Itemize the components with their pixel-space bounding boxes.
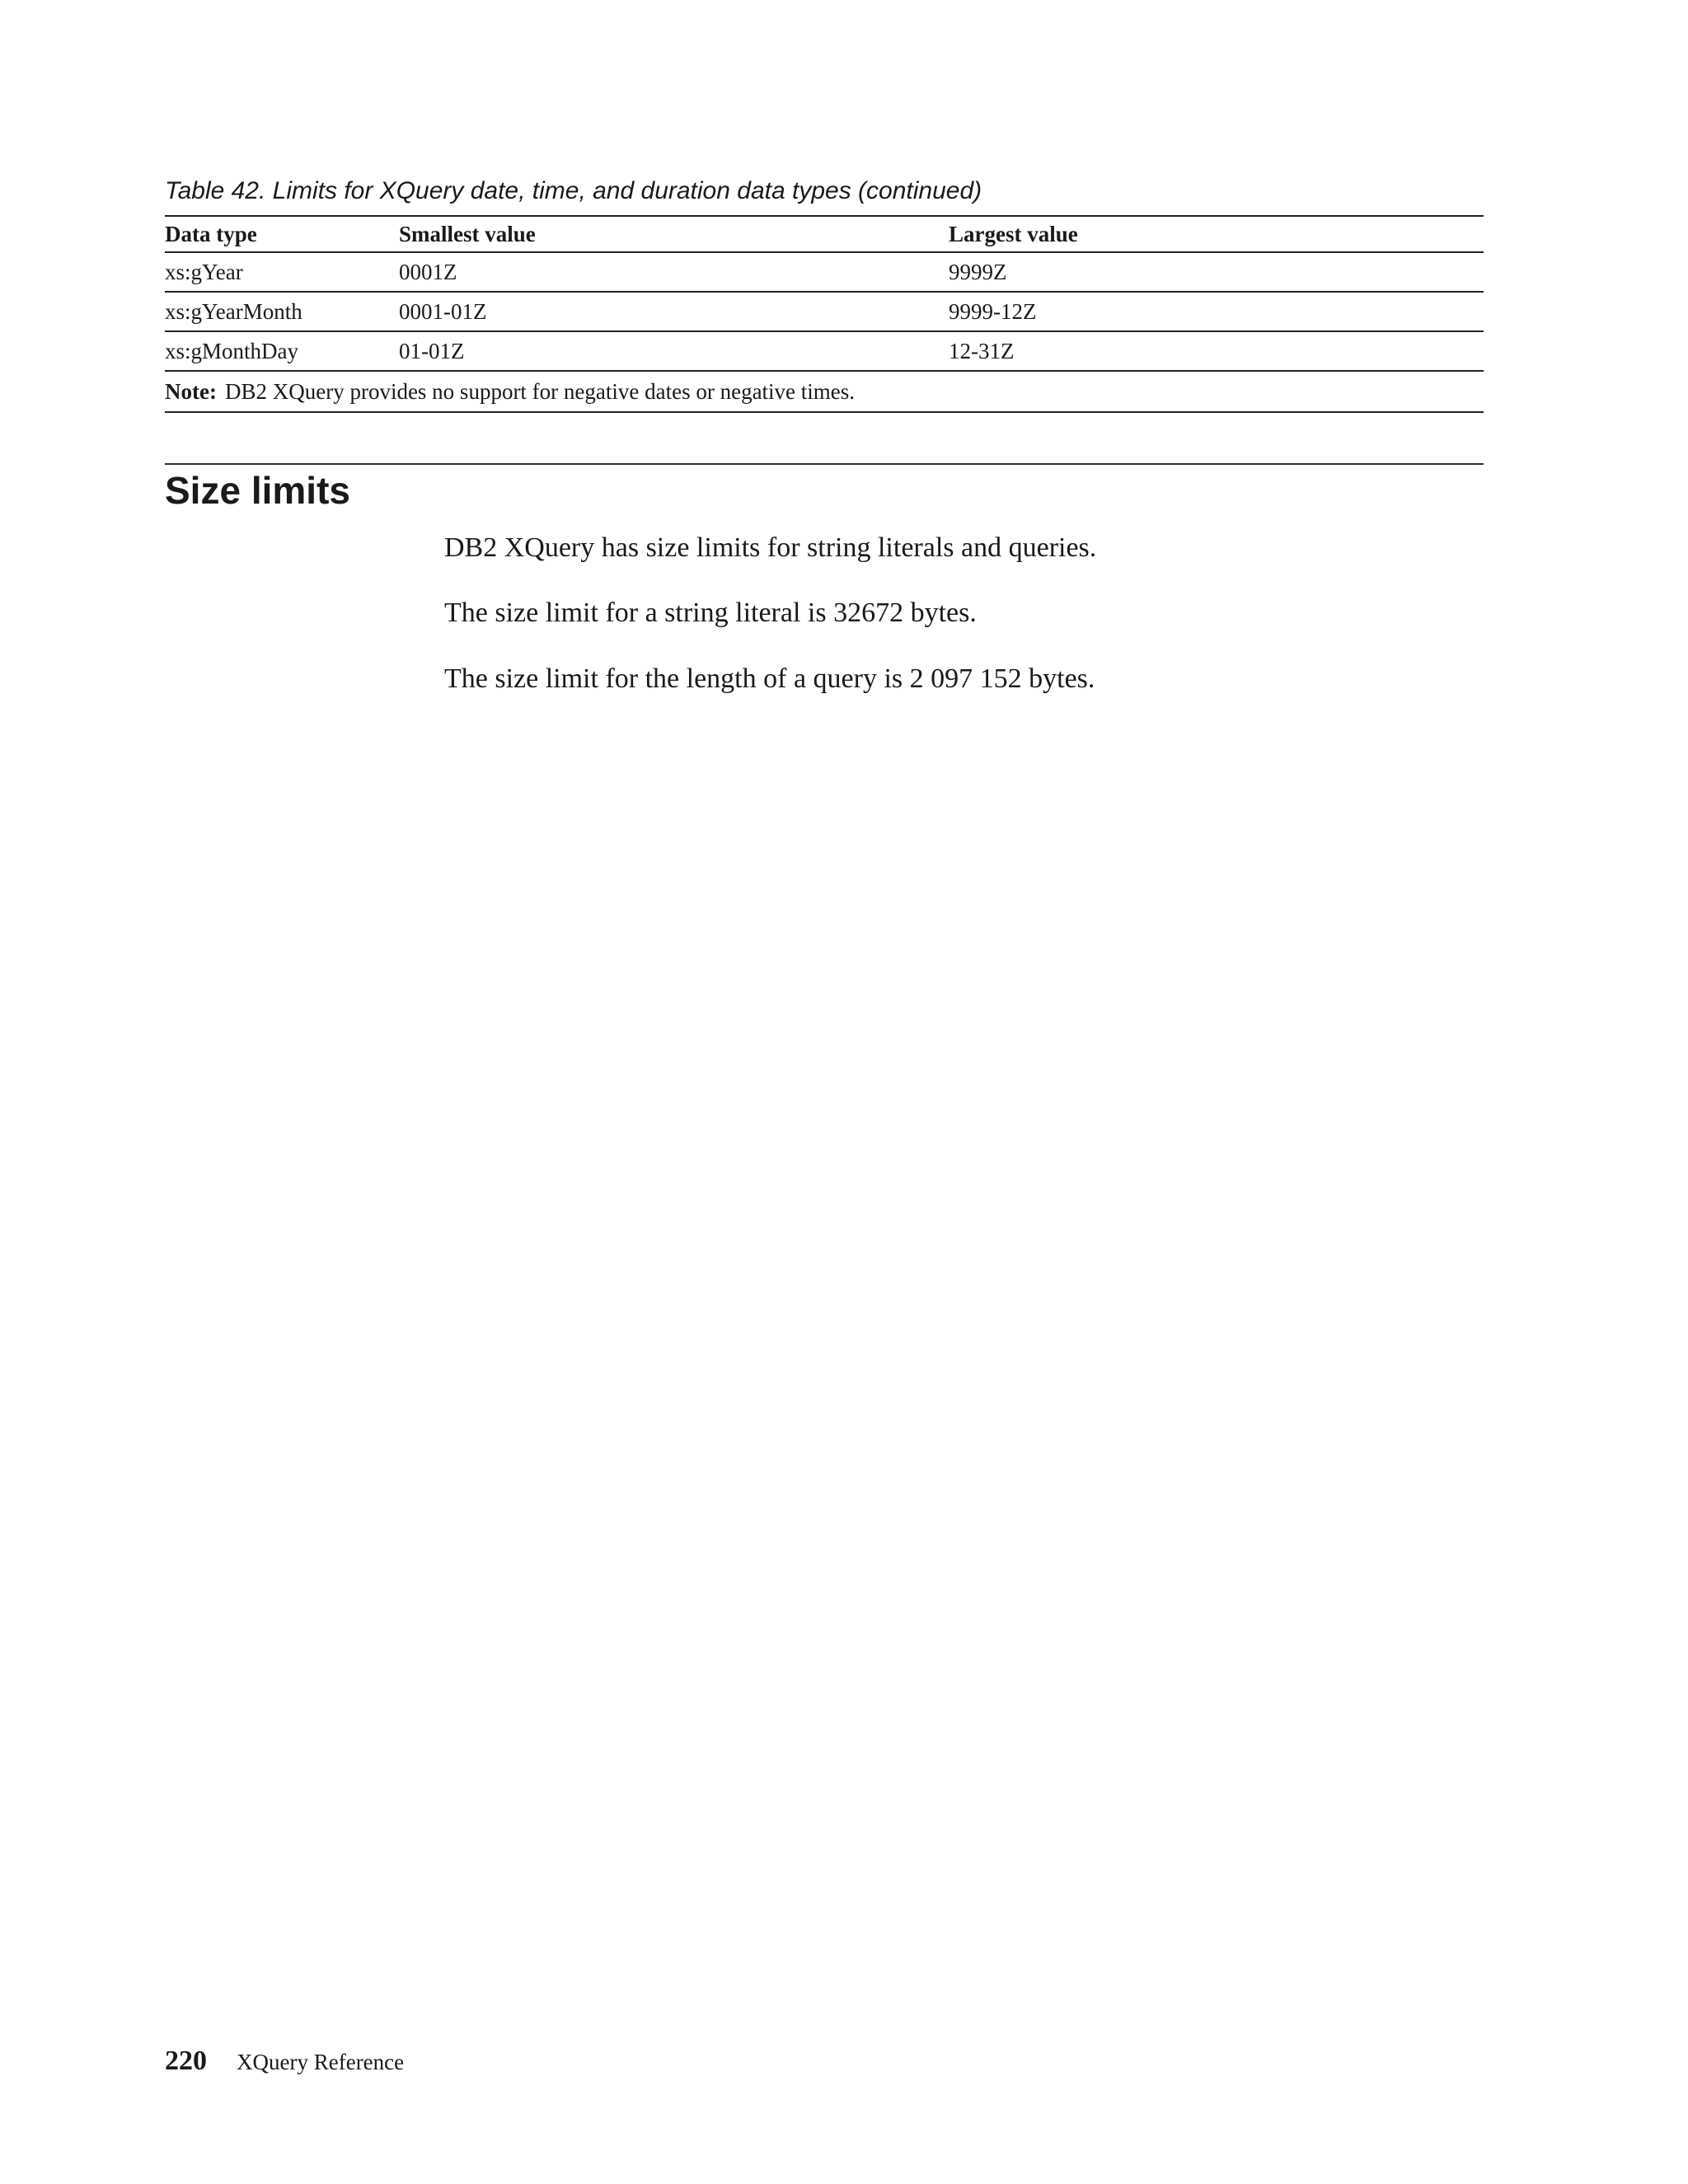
cell-largest-value: 9999Z <box>949 252 1484 292</box>
table-note-row <box>165 371 1484 412</box>
limits-table <box>165 215 1484 413</box>
section-title: Size limits <box>165 469 350 512</box>
body-paragraph: The size limit for the length of a query is 2 097 152 bytes. <box>444 663 1095 694</box>
page-number: 220 <box>165 2046 207 2076</box>
body-paragraph: DB2 XQuery has size limits for string literals and queries. <box>444 532 1097 563</box>
header-smallest-value: Smallest value <box>399 216 949 252</box>
cell-data-type: xs:gYearMonth <box>165 292 399 331</box>
header-data-type: Data type <box>165 216 399 252</box>
page-footer <box>165 2046 404 2077</box>
cell-largest-value: 12-31Z <box>949 331 1484 371</box>
cell-largest-value: 9999-12Z <box>949 292 1484 331</box>
table-header-row <box>165 216 1484 252</box>
cell-smallest-value: 0001Z <box>399 252 949 292</box>
header-largest-value: Largest value <box>949 216 1484 252</box>
table-row <box>165 292 1484 331</box>
table-caption: Table 42. Limits for XQuery date, time, and duration data types (continued) <box>165 177 982 204</box>
cell-data-type: xs:gMonthDay <box>165 331 399 371</box>
cell-smallest-value: 0001-01Z <box>399 292 949 331</box>
body-paragraph: The size limit for a string literal is 32672 bytes. <box>444 598 977 628</box>
document-title: XQuery Reference <box>237 2050 405 2074</box>
cell-data-type: xs:gYear <box>165 252 399 292</box>
table-note <box>165 371 1484 412</box>
table-row <box>165 331 1484 371</box>
note-label: Note: <box>165 378 217 404</box>
table-row <box>165 252 1484 292</box>
cell-smallest-value: 01-01Z <box>399 331 949 371</box>
note-text: DB2 XQuery provides no support for negative dates or negative times. <box>224 378 856 404</box>
section-divider <box>165 463 1484 465</box>
